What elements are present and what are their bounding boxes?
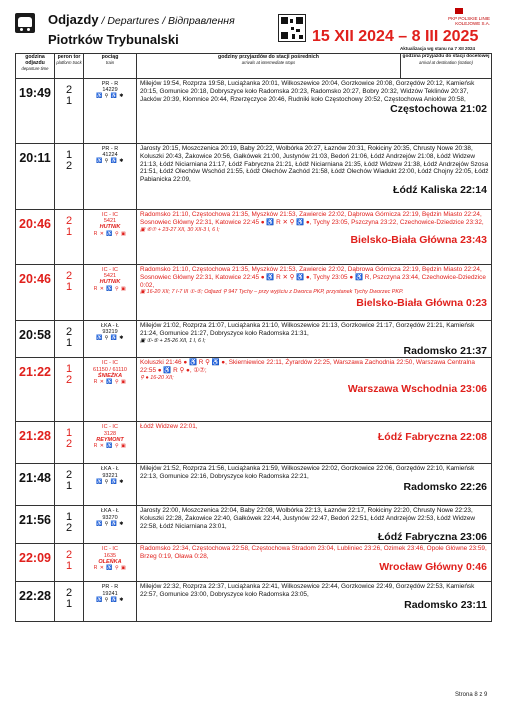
platform-number: 2 (65, 270, 73, 282)
platform-track (55, 582, 84, 622)
station-name: Piotrków Trybunalski (48, 32, 179, 47)
platform-track (55, 79, 84, 144)
platform-track (55, 265, 84, 321)
track-number: 1 (65, 226, 73, 238)
platform-number: 1 (65, 511, 73, 524)
title-translations: / Departures / Відправлення (98, 15, 235, 27)
intermediate-stops (137, 79, 492, 144)
destination: Warszawa Wschodnia 23:06 (347, 382, 487, 395)
train-amenities-icon: ♿ ⚲ ♿ ✱ (96, 596, 124, 603)
departure-time: 20:11 (16, 144, 55, 210)
departure-time: 22:28 (16, 582, 55, 622)
update-note: Aktualizacja wg stanu na 7 XII 2024 (400, 46, 476, 51)
train-note: ⚲ ● 16-20 XII; (140, 374, 174, 381)
destination: Łódź Fabryczna 22:08 (377, 431, 487, 444)
train-number: 14229 (102, 87, 118, 94)
track-number: 1 (65, 598, 73, 611)
header (0, 0, 509, 55)
table-row (16, 582, 492, 622)
intermediate-stops (137, 358, 492, 422)
train-info (84, 582, 137, 622)
stops-text: Jarosty 20:15, Moszczenica 20:19, Baby 20:22, Wolbórka 20:27, Łaznów 20:31, Rokiciny 20:35, Chrusty Nowe 20:38, Koluszki 20:43, Żakowice 20:56, Gałkówek 21:00, Justynów 21:03, Bedoń 21:06, Łódź Andrzejów 21:08, Łódź Widzew 21:13, Łódź Niciarniana 21:17, Łódź Fabryczna 21:21, Łódź Niciarniana 21:35, Łódź Widzew 21:38, Łódź Andrzejów Szosa 21:51, Łódź Olechów Wschód 21:55, Łódź Olechów Zachód 21:58, Łódź Olechów Wiadukt 22:00, Łódź Chojny 22:05, Łódź Pabianicka 22:09, (140, 145, 489, 184)
departure-time: 20:46 (16, 210, 55, 265)
intermediate-stops (137, 422, 492, 464)
departure-time: 21:28 (16, 422, 55, 464)
train-info (84, 358, 137, 422)
platform-number: 2 (65, 215, 73, 227)
train-category: IC - IC (102, 212, 118, 218)
platform-number: 2 (65, 326, 73, 338)
track-number: 2 (65, 160, 73, 172)
track-number: 1 (65, 337, 73, 349)
train-amenities-icon: ♿ ⚲ ♿ ✱ (96, 335, 124, 342)
train-category: IC - IC (102, 267, 118, 273)
platform-number: 1 (65, 427, 73, 440)
platform-track (55, 422, 84, 464)
train-category: IC - IC (102, 424, 118, 431)
train-name: HUTNIK (99, 279, 121, 286)
train-category: PR - R (101, 146, 119, 152)
train-number: 5421 (103, 218, 117, 225)
track-number: 2 (65, 522, 73, 535)
intermediate-stops (137, 464, 492, 506)
departure-time: 21:48 (16, 464, 55, 506)
train-info (84, 265, 137, 321)
train-note: ▣ ①-⑤ + 25-26 XII, 1 I, 6 I; (140, 337, 206, 344)
train-number: 41224 (102, 152, 118, 159)
platform-track (55, 544, 84, 582)
qr-code-icon (278, 14, 306, 42)
train-amenities-icon: R ✕ ♿ ⚲ ▣ (93, 379, 127, 385)
platform-number: 2 (65, 469, 73, 482)
train-info (84, 144, 137, 210)
train-name: ŚNIEŻKA (97, 372, 123, 379)
stops-text: Radomsko 21:10, Częstochowa 21:35, Myszków 21:53, Zawiercie 22:02, Dąbrowa Górnicza 22:19, Będzin Miasto 22:24, Sosnowiec Główny 22:31, Katowice 22:45 ● ♿ R ✕ ⚲ ♿ ●, Tychy 23:05, Pszczyna 23:22, Czechowice-Dziedzice 23:32, (140, 211, 484, 226)
intermediate-stops (137, 144, 492, 210)
train-category: ŁKA - Ł (100, 466, 120, 473)
destination: Radomsko 21:37 (403, 345, 487, 358)
platform-track (55, 144, 84, 210)
train-info (84, 422, 137, 464)
departure-time: 20:58 (16, 321, 55, 358)
destination: Radomsko 23:11 (404, 598, 487, 611)
train-category: ŁKA - Ł (100, 508, 120, 515)
col-time: godzina odjazdu departure time (16, 54, 55, 79)
stops-text: Milejów 19:54, Rozprza 19:58, Luciążanka 20:01, Wilkoszewice 20:04, Gorzkowice 20:08, Gorzędów 20:12, Kamieńsk 20:15, Gomunice 20:18, Dobryszyce koło Radomska 20:23, Radomsko 20:27, Bobry 20:32, Widzów Teklinów 20:37, Jacków 20:39, Kłomnice 20:44, Rzerzęczyce 20:46, Rudniki koło Częstochowy 20:52, Częstochowa Aniołów 20:58, (140, 80, 475, 103)
table-row (16, 358, 492, 422)
table-row (16, 544, 492, 582)
track-number: 1 (65, 95, 73, 107)
train-amenities-icon: R ✕ ♿ ⚲ ▣ (93, 565, 127, 571)
col-stops: godziny przyjazdów do stacji pośrednich arrivals at intermediate stops (137, 54, 401, 79)
table-row (16, 144, 492, 210)
stops-text: Koluszki 21:46 ● ♿ R ⚲ ♿ ●, Skierniewice 22:11, Żyrardów 22:25, Warszawa Zachodnia 22:50, Warszawa Centralna 22:55 ● ♿ R ⚲ ●, ①⑦; (140, 359, 475, 375)
train-number: 1635 (103, 552, 117, 559)
departure-time: 22:09 (16, 544, 55, 582)
departure-time: 21:22 (16, 358, 55, 422)
intermediate-stops (137, 210, 492, 265)
platform-track (55, 358, 84, 422)
train-note: ▣ ⑥⑦ + 23-27 XII, 30 XII-3 I, 6 I; (140, 226, 220, 233)
train-number: 3128 (103, 430, 117, 437)
destination: Bielsko-Biała Główna 0:23 (356, 297, 487, 310)
col-train: pociąg train (84, 54, 137, 79)
table-row (16, 422, 492, 464)
train-number: 93270 (102, 514, 118, 521)
train-amenities-icon: R ✕ ♿ ⚲ ▣ (93, 230, 127, 237)
train-category: ŁKA - Ł (100, 323, 120, 329)
train-number: 61150 / 61110 (93, 366, 127, 373)
track-number: 1 (65, 281, 73, 293)
train-amenities-icon: ♿ ⚲ ♿ ✱ (96, 520, 124, 527)
train-category: PR - R (101, 81, 119, 87)
train-info (84, 79, 137, 144)
departure-time: 20:46 (16, 265, 55, 321)
table-row (16, 79, 492, 144)
timetable (15, 53, 492, 622)
train-name: HUTNIK (99, 224, 121, 231)
table-row (16, 506, 492, 544)
table-row (16, 464, 492, 506)
train-logo-icon (15, 13, 35, 33)
platform-number: 2 (65, 84, 73, 96)
track-number: 1 (65, 480, 73, 493)
col-dest: godzina przyjazdu do stacji docelowej arrival at destination (station) (401, 54, 492, 79)
table-row (16, 210, 492, 265)
destination: Radomsko 22:26 (403, 480, 487, 493)
table-row (16, 321, 492, 358)
timetable-header (16, 54, 492, 79)
col-track: peron tor platform track (55, 54, 84, 79)
train-amenities-icon: R ✕ ♿ ⚲ ▣ (93, 285, 127, 292)
track-number: 1 (65, 560, 73, 573)
train-name: REYMONT (96, 436, 124, 443)
destination: Bielsko-Biała Główna 23:43 (350, 234, 487, 247)
train-note: ▣ 16-20 XII; 7 I-7 III ①-⑤; Odjazd ⚲ 947 Tychy – przy wyjściu z Dworca PKP, przystanek Tychy Dworzec PKP. (140, 289, 404, 296)
page-number: Strona 8 z 9 (455, 692, 488, 698)
train-name: OLEŃKA (98, 558, 122, 565)
destination: Łódź Fabryczna 23:06 (377, 530, 487, 543)
train-info (84, 544, 137, 582)
intermediate-stops (137, 321, 492, 358)
train-amenities-icon: ♿ ⚲ ♿ ✱ (96, 478, 124, 485)
table-row (16, 265, 492, 321)
stops-text: Milejów 21:52, Rozprza 21:56, Luciążanka 21:59, Wilkoszewice 22:02, Gorzkowice 22:06, Gorzędów 22:10, Kamieńsk 22:13, Gomunice 22:16, Dobryszyce koło Radomska 22:21, (140, 465, 475, 481)
departure-time: 21:56 (16, 506, 55, 544)
destination: Wrocław Główny 0:46 (379, 560, 487, 573)
intermediate-stops (137, 544, 492, 582)
title-departures: Odjazdy (48, 12, 99, 27)
intermediate-stops (137, 265, 492, 321)
platform-number: 1 (65, 363, 73, 376)
train-category: IC - IC (102, 546, 118, 553)
track-number: 2 (65, 438, 73, 451)
train-info (84, 506, 137, 544)
train-info (84, 210, 137, 265)
train-number: 93221 (102, 472, 118, 479)
validity-period: 15 XII 2024 – 8 III 2025 (312, 28, 479, 45)
platform-track (55, 321, 84, 358)
train-number: 93219 (102, 329, 118, 336)
train-category: PR - R (101, 584, 119, 591)
destination: Łódź Kaliska 22:14 (393, 183, 487, 196)
platform-track (55, 506, 84, 544)
departure-time: 19:49 (16, 79, 55, 144)
stops-text: Radomsko 22:34, Częstochowa 22:58, Częstochowa Stradom 23:04, Lubliniec 23:26, Ozimek 23:46, Opole Główne 23:59, Brzeg 0:19, Oława 0:28, (140, 545, 487, 561)
stops-text: Łódź Widzew 22:01, (140, 423, 198, 431)
stops-text: Milejów 22:32, Rozprza 22:37, Luciążanka 22:41, Wilkoszewice 22:44, Gorzkowice 22:49, Gorzędów 22:53, Kamieńsk 22:57, Gomunice 23:00, Dobryszyce koło Radomska 23:05, (140, 583, 475, 599)
train-number: 5421 (103, 273, 117, 280)
platform-number: 1 (65, 149, 73, 161)
platform-number: 2 (65, 549, 73, 562)
train-amenities-icon: ♿ ⚲ ♿ ✱ (96, 93, 124, 100)
track-number: 2 (65, 374, 73, 387)
carrier-name: PKP POLSKIE LINIE KOLEJOWE S.A. (448, 16, 490, 26)
intermediate-stops (137, 582, 492, 622)
stops-text: Jarosty 22:00, Moszczenica 22:04, Baby 22:08, Wolbórka 22:13, Łaznów 22:17, Rokiciny 22:20, Chrusty Nowe 22:23, Koluszki 22:28, Żakowice 22:40, Gałkówek 22:44, Justynów 22:47, Bedoń 22:51, Łódź Andrzejów 22:53, Łódź Widzew 22:58, Łódź Niciarniana 23:01, (140, 507, 475, 530)
intermediate-stops (137, 506, 492, 544)
stops-text: Milejów 21:02, Rozprza 21:07, Luciążanka 21:10, Wilkoszewice 21:13, Gorzkowice 21:17, Gorzędów 21:21, Kamieńsk 21:24, Gomunice 21:27, Dobryszyce koło Radomska 21:31, (140, 322, 475, 337)
destination: Częstochowa 21:02 (390, 103, 487, 116)
train-amenities-icon: R ✕ ♿ ⚲ ▣ (93, 443, 127, 449)
stops-text: Radomsko 21:10, Częstochowa 21:35, Myszków 21:53, Zawiercie 22:02, Dąbrowa Górnicza 22:19, Będzin Miasto 22:24, Sosnowiec Główny 22:31, Katowice 22:45 ● ♿ R ✕ ⚲ ♿ ●, Tychy 23:05 ● ♿ R, Pszczyna 23:44, Czechowice-Dziedzice 0:02, (140, 266, 486, 289)
train-number: 19241 (102, 590, 118, 597)
platform-track (55, 210, 84, 265)
platform-number: 2 (65, 587, 73, 600)
pkp-logo-icon (455, 8, 463, 14)
train-amenities-icon: ♿ ⚲ ♿ ✱ (96, 158, 124, 165)
train-info (84, 321, 137, 358)
train-category: IC - IC (102, 360, 118, 367)
train-info (84, 464, 137, 506)
page-title (48, 12, 235, 27)
platform-track (55, 464, 84, 506)
